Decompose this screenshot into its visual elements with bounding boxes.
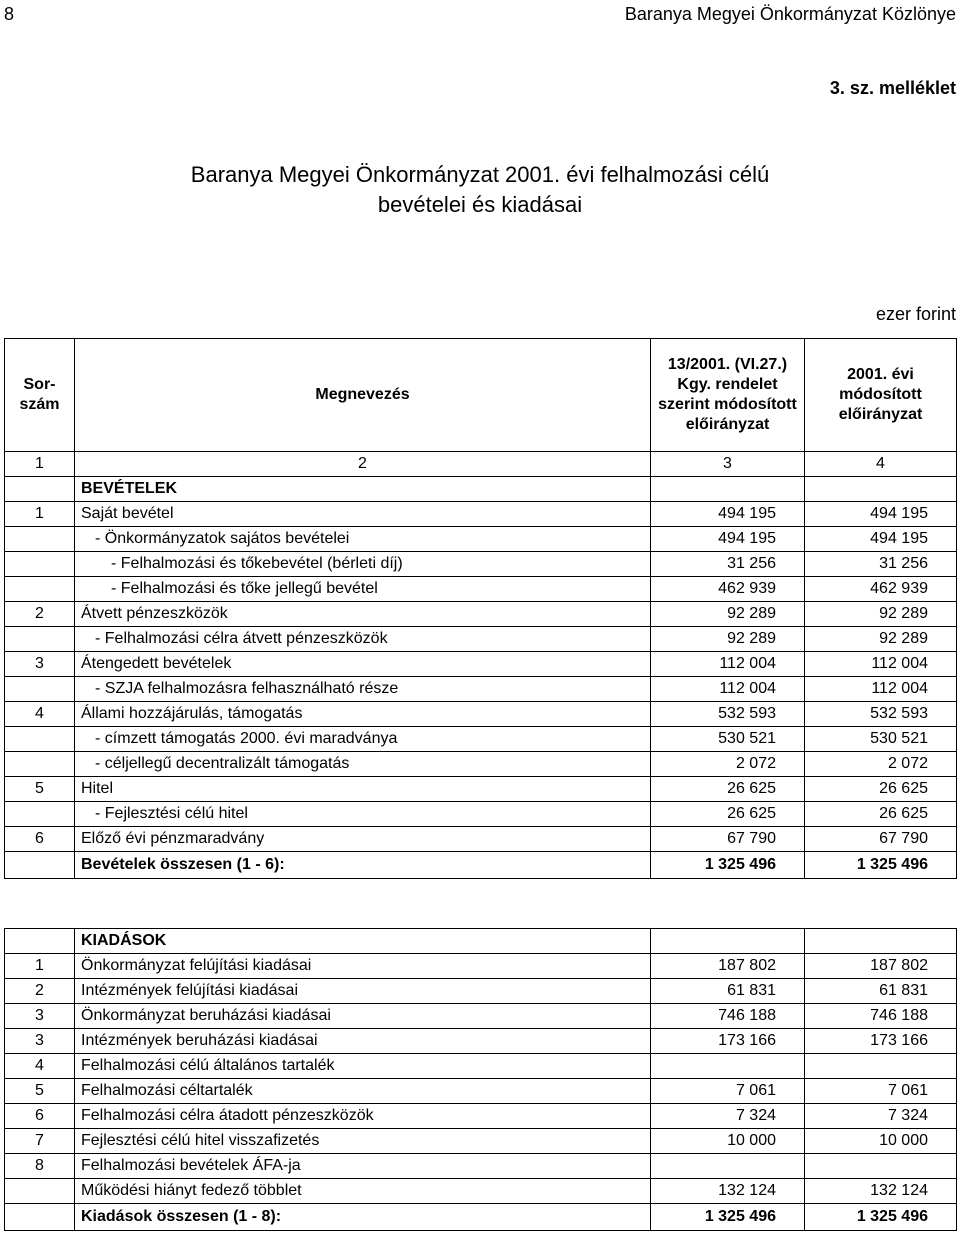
col-number: 4 — [805, 452, 957, 477]
income-total-row — [5, 852, 957, 879]
row-name: Felhalmozási céltartalék — [75, 1079, 651, 1104]
row-name: Előző évi pénzmaradvány — [75, 827, 651, 852]
table-row — [5, 627, 957, 652]
table-row — [5, 577, 957, 602]
row-value-modositott: 746 188 — [805, 1004, 957, 1029]
col-header-rendelet: 13/2001. (VI.27.) Kgy. rendelet szerint módosított előirányzat — [651, 339, 805, 452]
row-value-modositott — [805, 1054, 957, 1079]
row-number: 8 — [5, 1154, 75, 1179]
unit-label: ezer forint — [875, 304, 956, 324]
row-value-modositott: 2 072 — [805, 752, 957, 777]
row-value-rendelet — [651, 1154, 805, 1179]
table-row — [5, 727, 957, 752]
table-row — [5, 1154, 957, 1179]
table-row — [5, 602, 957, 627]
row-value-modositott: 173 166 — [805, 1029, 957, 1054]
row-value-modositott: 494 195 — [805, 502, 957, 527]
col-header-megnevezes: Megnevezés — [75, 339, 651, 452]
row-name: - Felhalmozási és tőkebevétel (bérleti díj) — [75, 552, 651, 577]
row-number: 5 — [5, 777, 75, 802]
row-name: Intézmények beruházási kiadásai — [75, 1029, 651, 1054]
row-name: Önkormányzat felújítási kiadásai — [75, 954, 651, 979]
row-value-modositott: 26 625 — [805, 802, 957, 827]
row-value-rendelet: 112 004 — [651, 677, 805, 702]
row-number: 5 — [5, 1079, 75, 1104]
row-value-rendelet: 7 324 — [651, 1104, 805, 1129]
row-value-rendelet: 494 195 — [651, 502, 805, 527]
row-number — [5, 677, 75, 702]
row-number: 1 — [5, 502, 75, 527]
table-row — [5, 552, 957, 577]
row-value-rendelet: 26 625 — [651, 802, 805, 827]
table-row — [5, 1129, 957, 1154]
row-number: 6 — [5, 1104, 75, 1129]
title-line-1: Baranya Megyei Önkormányzat 2001. évi felhalmozási célú — [190, 162, 770, 187]
expense-total-label: Kiadások összesen (1 - 8): — [75, 1204, 651, 1231]
table-row — [5, 777, 957, 802]
expense-total-rendelet: 1 325 496 — [651, 1204, 805, 1231]
section-heading-row — [5, 477, 957, 502]
row-value-modositott: 10 000 — [805, 1129, 957, 1154]
row-name: Intézmények felújítási kiadásai — [75, 979, 651, 1004]
row-number: 4 — [5, 1054, 75, 1079]
row-number: 3 — [5, 1004, 75, 1029]
table-row — [5, 1004, 957, 1029]
annex-label: 3. sz. melléklet — [829, 78, 956, 98]
expense-total-row — [5, 1204, 957, 1231]
row-value-modositott — [805, 1154, 957, 1179]
row-number — [5, 627, 75, 652]
row-name: Felhalmozási célú általános tartalék — [75, 1054, 651, 1079]
table-row — [5, 1179, 957, 1204]
table-row — [5, 1079, 957, 1104]
table-row — [5, 502, 957, 527]
document-title — [0, 160, 960, 220]
expense-heading: KIADÁSOK — [75, 929, 651, 954]
row-name: - Fejlesztési célú hitel — [75, 802, 651, 827]
journal-title: Baranya Megyei Önkormányzat Közlönye — [624, 4, 956, 24]
table-row — [5, 802, 957, 827]
col-number: 2 — [75, 452, 651, 477]
row-value-rendelet — [651, 1054, 805, 1079]
table-row — [5, 979, 957, 1004]
income-total-rendelet: 1 325 496 — [651, 852, 805, 879]
row-number: 1 — [5, 954, 75, 979]
column-number-row — [5, 452, 957, 477]
row-value-rendelet: 112 004 — [651, 652, 805, 677]
row-name: Működési hiányt fedező többlet — [75, 1179, 651, 1204]
col-header-sorszam: Sor-szám — [5, 339, 75, 452]
row-number — [5, 1179, 75, 1204]
row-number — [5, 727, 75, 752]
row-value-modositott: 530 521 — [805, 727, 957, 752]
row-value-modositott: 7 324 — [805, 1104, 957, 1129]
col-number: 1 — [5, 452, 75, 477]
row-value-modositott: 532 593 — [805, 702, 957, 727]
row-value-rendelet: 61 831 — [651, 979, 805, 1004]
table-row — [5, 1104, 957, 1129]
table-row — [5, 1054, 957, 1079]
row-value-modositott: 61 831 — [805, 979, 957, 1004]
row-value-modositott: 462 939 — [805, 577, 957, 602]
row-value-modositott: 187 802 — [805, 954, 957, 979]
col-number: 3 — [651, 452, 805, 477]
table-row — [5, 1029, 957, 1054]
row-value-modositott: 132 124 — [805, 1179, 957, 1204]
row-number: 2 — [5, 602, 75, 627]
row-number: 4 — [5, 702, 75, 727]
row-number: 2 — [5, 979, 75, 1004]
row-value-rendelet: 187 802 — [651, 954, 805, 979]
row-value-rendelet: 173 166 — [651, 1029, 805, 1054]
row-value-modositott: 92 289 — [805, 602, 957, 627]
income-total-modositott: 1 325 496 — [805, 852, 957, 879]
row-name: - Önkormányzatok sajátos bevételei — [75, 527, 651, 552]
row-value-rendelet: 10 000 — [651, 1129, 805, 1154]
row-value-rendelet: 132 124 — [651, 1179, 805, 1204]
row-number: 3 — [5, 652, 75, 677]
row-number: 6 — [5, 827, 75, 852]
row-number — [5, 802, 75, 827]
row-number: 7 — [5, 1129, 75, 1154]
row-name: Felhalmozási bevételek ÁFA-ja — [75, 1154, 651, 1179]
title-line-2: bevételei és kiadásai — [377, 192, 583, 217]
row-value-rendelet: 7 061 — [651, 1079, 805, 1104]
row-value-rendelet: 2 072 — [651, 752, 805, 777]
row-name: Állami hozzájárulás, támogatás — [75, 702, 651, 727]
row-number — [5, 552, 75, 577]
table-row — [5, 702, 957, 727]
row-name: Önkormányzat beruházási kiadásai — [75, 1004, 651, 1029]
row-value-modositott: 112 004 — [805, 652, 957, 677]
table-row — [5, 827, 957, 852]
row-name: Felhalmozási célra átadott pénzeszközök — [75, 1104, 651, 1129]
income-heading: BEVÉTELEK — [75, 477, 651, 502]
row-value-modositott: 494 195 — [805, 527, 957, 552]
row-value-modositott: 112 004 — [805, 677, 957, 702]
row-name: - SZJA felhalmozásra felhasználható része — [75, 677, 651, 702]
row-name: Saját bevétel — [75, 502, 651, 527]
row-value-rendelet: 67 790 — [651, 827, 805, 852]
row-name: - Felhalmozási és tőke jellegű bevétel — [75, 577, 651, 602]
row-value-modositott: 7 061 — [805, 1079, 957, 1104]
row-number — [5, 527, 75, 552]
row-value-modositott: 26 625 — [805, 777, 957, 802]
row-value-rendelet: 494 195 — [651, 527, 805, 552]
table-row — [5, 954, 957, 979]
row-name: Hitel — [75, 777, 651, 802]
row-value-rendelet: 26 625 — [651, 777, 805, 802]
row-value-rendelet: 92 289 — [651, 627, 805, 652]
page-number: 8 — [4, 4, 15, 24]
row-name: Fejlesztési célú hitel visszafizetés — [75, 1129, 651, 1154]
expense-total-modositott: 1 325 496 — [805, 1204, 957, 1231]
row-name: - Felhalmozási célra átvett pénzeszközök — [75, 627, 651, 652]
row-name: - céljellegű decentralizált támogatás — [75, 752, 651, 777]
row-value-rendelet: 746 188 — [651, 1004, 805, 1029]
row-number — [5, 752, 75, 777]
table-row — [5, 677, 957, 702]
row-value-rendelet: 92 289 — [651, 602, 805, 627]
row-name: Átvett pénzeszközök — [75, 602, 651, 627]
section-heading-row — [5, 929, 957, 954]
row-name: Átengedett bevételek — [75, 652, 651, 677]
income-total-label: Bevételek összesen (1 - 6): — [75, 852, 651, 879]
row-number: 3 — [5, 1029, 75, 1054]
row-value-modositott: 31 256 — [805, 552, 957, 577]
income-table — [4, 338, 957, 879]
row-value-rendelet: 530 521 — [651, 727, 805, 752]
row-value-rendelet: 462 939 — [651, 577, 805, 602]
col-header-modositott: 2001. évi módosított előirányzat — [805, 339, 957, 452]
row-value-rendelet: 532 593 — [651, 702, 805, 727]
table-row — [5, 527, 957, 552]
table-row — [5, 752, 957, 777]
table-header-row — [5, 339, 957, 452]
row-number — [5, 577, 75, 602]
table-row — [5, 652, 957, 677]
row-name: - címzett támogatás 2000. évi maradványa — [75, 727, 651, 752]
row-value-modositott: 67 790 — [805, 827, 957, 852]
expense-table — [4, 928, 957, 1231]
row-value-modositott: 92 289 — [805, 627, 957, 652]
row-value-rendelet: 31 256 — [651, 552, 805, 577]
